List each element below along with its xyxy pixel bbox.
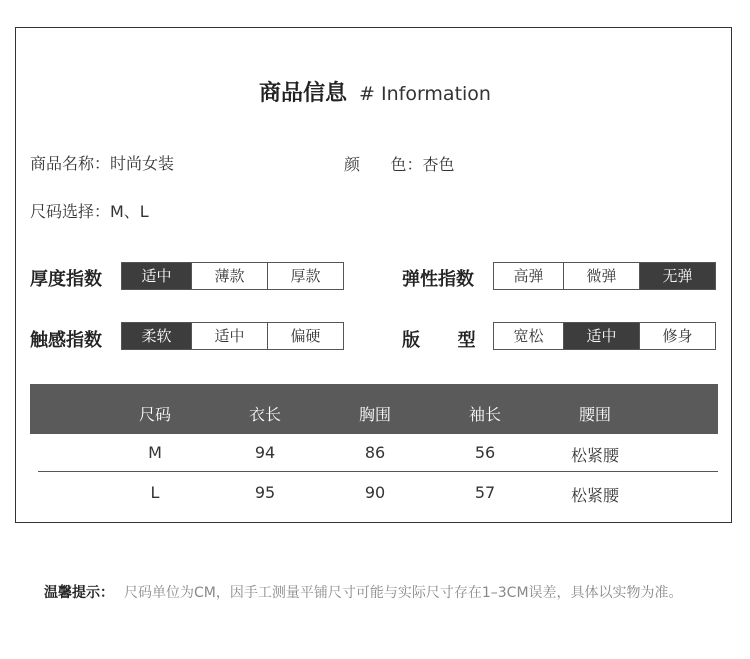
section-title [0,76,750,107]
fit-option-1[interactable]: 宽松 [494,323,563,349]
header-size: 尺码 [138,405,171,424]
tip-label: 温馨提示： [44,585,114,601]
elasticity-option-2[interactable]: 微弹 [563,263,639,289]
tip-text: 尺码单位为CM，因手工测量平铺尺寸可能与实际尺寸存在1–3CM误差，具体以实物为准。 [124,585,683,601]
size-options: 尺码选择：M、L [30,202,149,221]
touch-option-2[interactable]: 适中 [191,323,267,349]
header-sleeve: 袖长 [468,405,501,424]
cell-bust: 86 [364,443,386,462]
thickness-selector [121,262,344,290]
row-divider [38,471,718,472]
elasticity-selector [493,262,716,290]
thickness-option-1[interactable]: 适中 [122,263,191,289]
thickness-label: 厚度指数 [30,269,102,290]
touch-option-1[interactable]: 柔软 [122,323,191,349]
cell-size: L [150,483,160,502]
fit-label: 版 型 [402,330,476,351]
cell-waist: 松紧腰 [570,486,619,505]
table-row [30,483,718,519]
title-sub: # Information [359,83,491,105]
header-waist: 腰围 [578,405,611,424]
header-bust: 胸围 [358,405,391,424]
touch-option-3[interactable]: 偏硬 [267,323,343,349]
product-color: 颜 色：杏色 [344,155,455,174]
size-table-header [30,384,718,434]
cell-bust: 90 [364,483,386,502]
fit-option-2[interactable]: 适中 [563,323,639,349]
product-name: 商品名称：时尚女装 [30,154,175,173]
cell-sleeve: 57 [474,483,496,502]
cell-length: 94 [254,443,276,462]
header-length: 衣长 [248,405,281,424]
title-main: 商品信息 [259,81,348,106]
cell-sleeve: 56 [474,443,496,462]
thickness-option-3[interactable]: 厚款 [267,263,343,289]
touch-selector [121,322,344,350]
thickness-option-2[interactable]: 薄款 [191,263,267,289]
elasticity-label: 弹性指数 [402,269,474,290]
fit-option-3[interactable]: 修身 [639,323,715,349]
cell-length: 95 [254,483,276,502]
touch-label: 触感指数 [30,330,102,351]
cell-waist: 松紧腰 [570,446,619,465]
table-row [30,443,718,479]
fit-selector [493,322,716,350]
elasticity-option-1[interactable]: 高弹 [494,263,563,289]
elasticity-option-3[interactable]: 无弹 [639,263,715,289]
cell-size: M [148,443,162,462]
